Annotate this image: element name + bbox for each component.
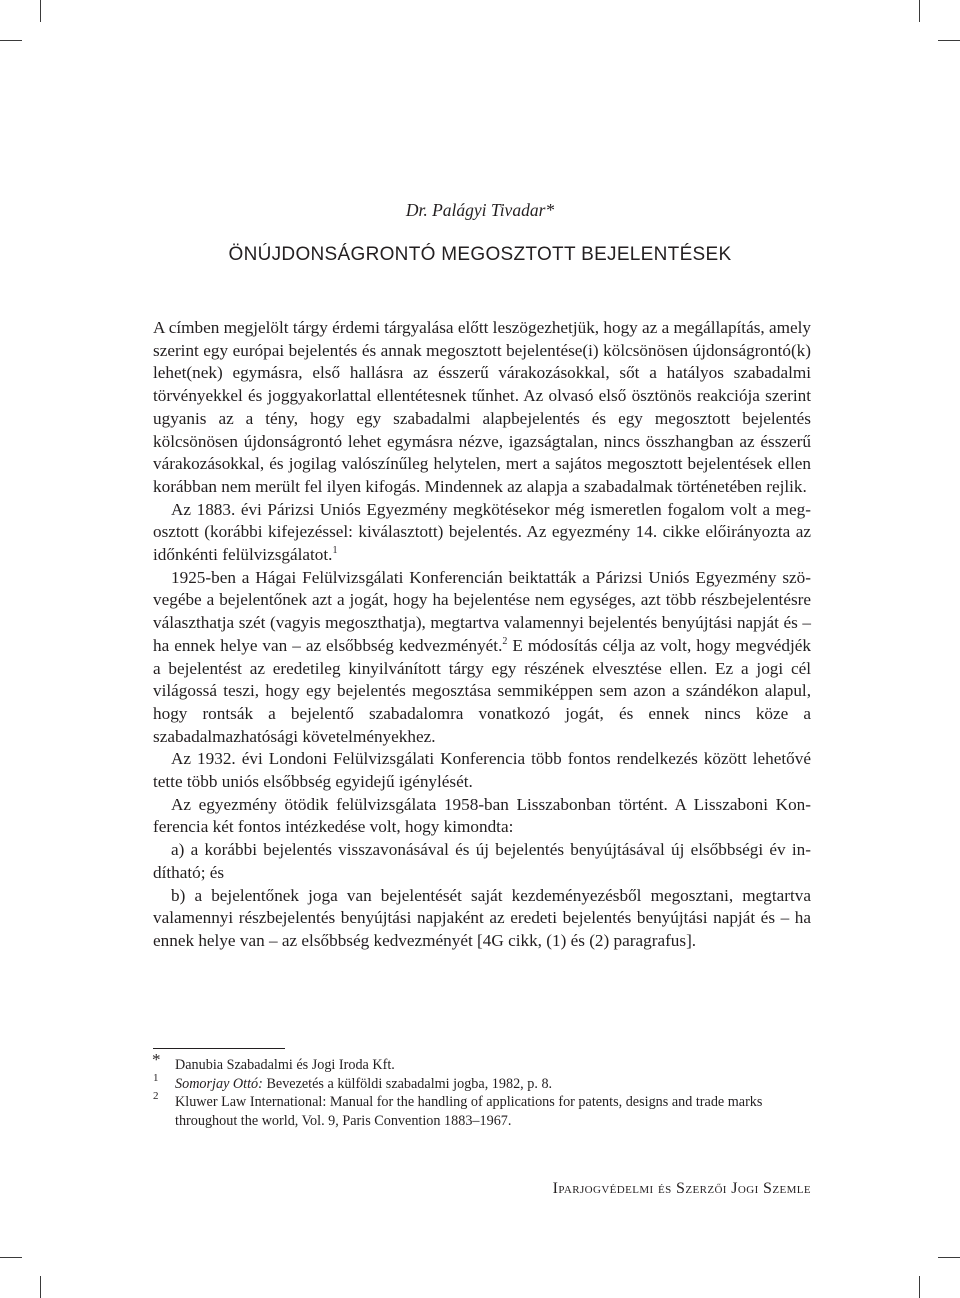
- body-paragraph-3-text-b: E módosítás célja az volt, hogy megvédjék a bejelentést az eredetileg kinyilvánított tárgy egy részének elvesztése ellen. Ez a jogi cél világossá teszi, hogy egy bejelentés megosztása semmiképpen sem azon a szándékon alapul, hogy rontsák a bejelentő szabadalomra vonatkozó jogát, és ennek nincs köze a szabadalmazhatósági követelményekhez.: [153, 635, 811, 746]
- article-author: Dr. Palágyi Tivadar*: [405, 200, 555, 220]
- body-paragraph-5-text: Az egyezmény ötödik felülvizsgálata 1958-ban Lisszabonban történt. A Lisszaboni Konferencia két fontos intézkedése volt, hogy kimondta:: [153, 794, 811, 837]
- footnote-1-text: Bevezetés a külföldi szabadalmi jogba, 1982, p. 8.: [262, 1075, 553, 1092]
- footnote-star-text: Danubia Szabadalmi és Jogi Iroda Kft.: [175, 1057, 395, 1073]
- footnote-1-author: Somorjay Ottó:: [175, 1075, 263, 1092]
- journal-footer: Iparjogvédelmi és Szerzői Jogi Szemle: [552, 1180, 811, 1197]
- body-paragraph-7-text: b) a bejelentőnek joga van bejelentését saját kezdeményezésből megosztani, megtartva valamennyi részbejelentés benyújtási napjaként az eredeti bejelentés benyújtási napját és – ha ennek helye van – az elsőbbség kedvezményét [4G cikk, (1) és (2) paragrafus].: [153, 885, 811, 950]
- crop-mark-top-left-vertical: [40, 0, 41, 22]
- body-paragraph-4: [153, 748, 811, 793]
- article-body: [153, 317, 811, 953]
- body-paragraph-2-text: Az 1883. évi Párizsi Uniós Egyezmény megkötésekor még ismeretlen fogalom volt a megosztott (korábbi kifejezéssel: kiválasztott) bejelentés. Az egyezmény 14. cikke előirányozta az időnkénti felülvizsgálatot.: [153, 499, 811, 565]
- body-paragraph-7: [153, 885, 811, 953]
- crop-mark-top-right-vertical: [919, 0, 920, 22]
- body-paragraph-6: [153, 839, 811, 884]
- footnote-star-mark: *: [152, 1050, 161, 1069]
- footnote-2-mark: 2: [153, 1090, 159, 1102]
- footnotes: [152, 1050, 811, 1130]
- body-paragraph-4-text: Az 1932. évi Londoni Felülvizsgálati Konferencia több fontos rendelkezés között lehetővé tette több uniós elsőbbség egyidejű igénylését.: [153, 749, 811, 792]
- body-paragraph-1: [153, 317, 811, 499]
- footnote-1: [153, 1071, 811, 1094]
- footnote-2-text: Kluwer Law International: Manual for the handling of applications for patents, designs and trade marks throughout the world, Vol. 9, Paris Convention 1883–1967.: [175, 1094, 763, 1129]
- body-paragraph-1-text: A címben megjelölt tárgy érdemi tárgyalása előtt leszögezhetjük, hogy az a megállapítás, amely szerint egy európai bejelentés és annak megosztott bejelentése(i) kölcsönösen újdonságrontó(k) lehet(nek) egymásra, első hallásra az ésszerű várakozásokkal, sőt a hatályos szabadalmi törvényekkel és joggyakorlattal ellentétesnek tűnhet. Az olvasó első ösztönös reakciója szerint ugyanis az a tény, hogy egy szabadalmi alapbejelentés és egy megosztott bejelentés kölcsönösen újdonságrontó lehet egymásra nézve, igazságtalan, nincs összhangban az ésszerű várakozásokkal, és jogilag valószínűleg helytelen, mert a sajátos megosztott bejelentések ellen korábban nem merült fel ilyen kifogás. Mindennek az alapja a szabadalmak történetében rejlik.: [153, 318, 811, 496]
- body-paragraph-2: [153, 499, 811, 567]
- body-paragraph-3: [153, 567, 811, 749]
- crop-mark-bottom-left-vertical: [40, 1276, 41, 1298]
- crop-mark-bottom-left-horizontal: [0, 1257, 22, 1258]
- crop-mark-top-right-horizontal: [938, 40, 960, 41]
- body-paragraph-3-text-a: 1925-ben a Hágai Felülvizsgálati Konferencián beiktatták a Párizsi Uniós Egyezmény szövegébe a bejelentőnek azt a jogát, hogy ha bejelentése nem egységes, azt több részbejelentésre választhatja szét (vagyis megoszthatja), megtartva valamennyi bejelentés benyújtási napját és – ha ennek helye van – az elsőbbség kedvezményét.: [153, 567, 811, 655]
- crop-mark-bottom-right-vertical: [919, 1276, 920, 1298]
- footnote-2: [153, 1090, 811, 1130]
- footnote-separator: [153, 1048, 285, 1049]
- crop-mark-top-left-horizontal: [0, 40, 22, 41]
- body-paragraph-5: [153, 794, 811, 839]
- footnote-ref-1[interactable]: 1: [332, 545, 338, 557]
- body-paragraph-6-text: a) a korábbi bejelentés visszavonásával és új bejelentés benyújtásával új elsőbbségi év indítható; és: [153, 840, 811, 882]
- article-title: ÖNÚJDONSÁGRONTÓ MEGOSZTOTT BEJELENTÉSEK: [228, 244, 732, 265]
- footnote-ref-2[interactable]: 2: [502, 635, 508, 647]
- footnote-star: [152, 1050, 811, 1075]
- crop-mark-bottom-right-horizontal: [938, 1257, 960, 1258]
- footnote-1-mark: 1: [153, 1071, 159, 1084]
